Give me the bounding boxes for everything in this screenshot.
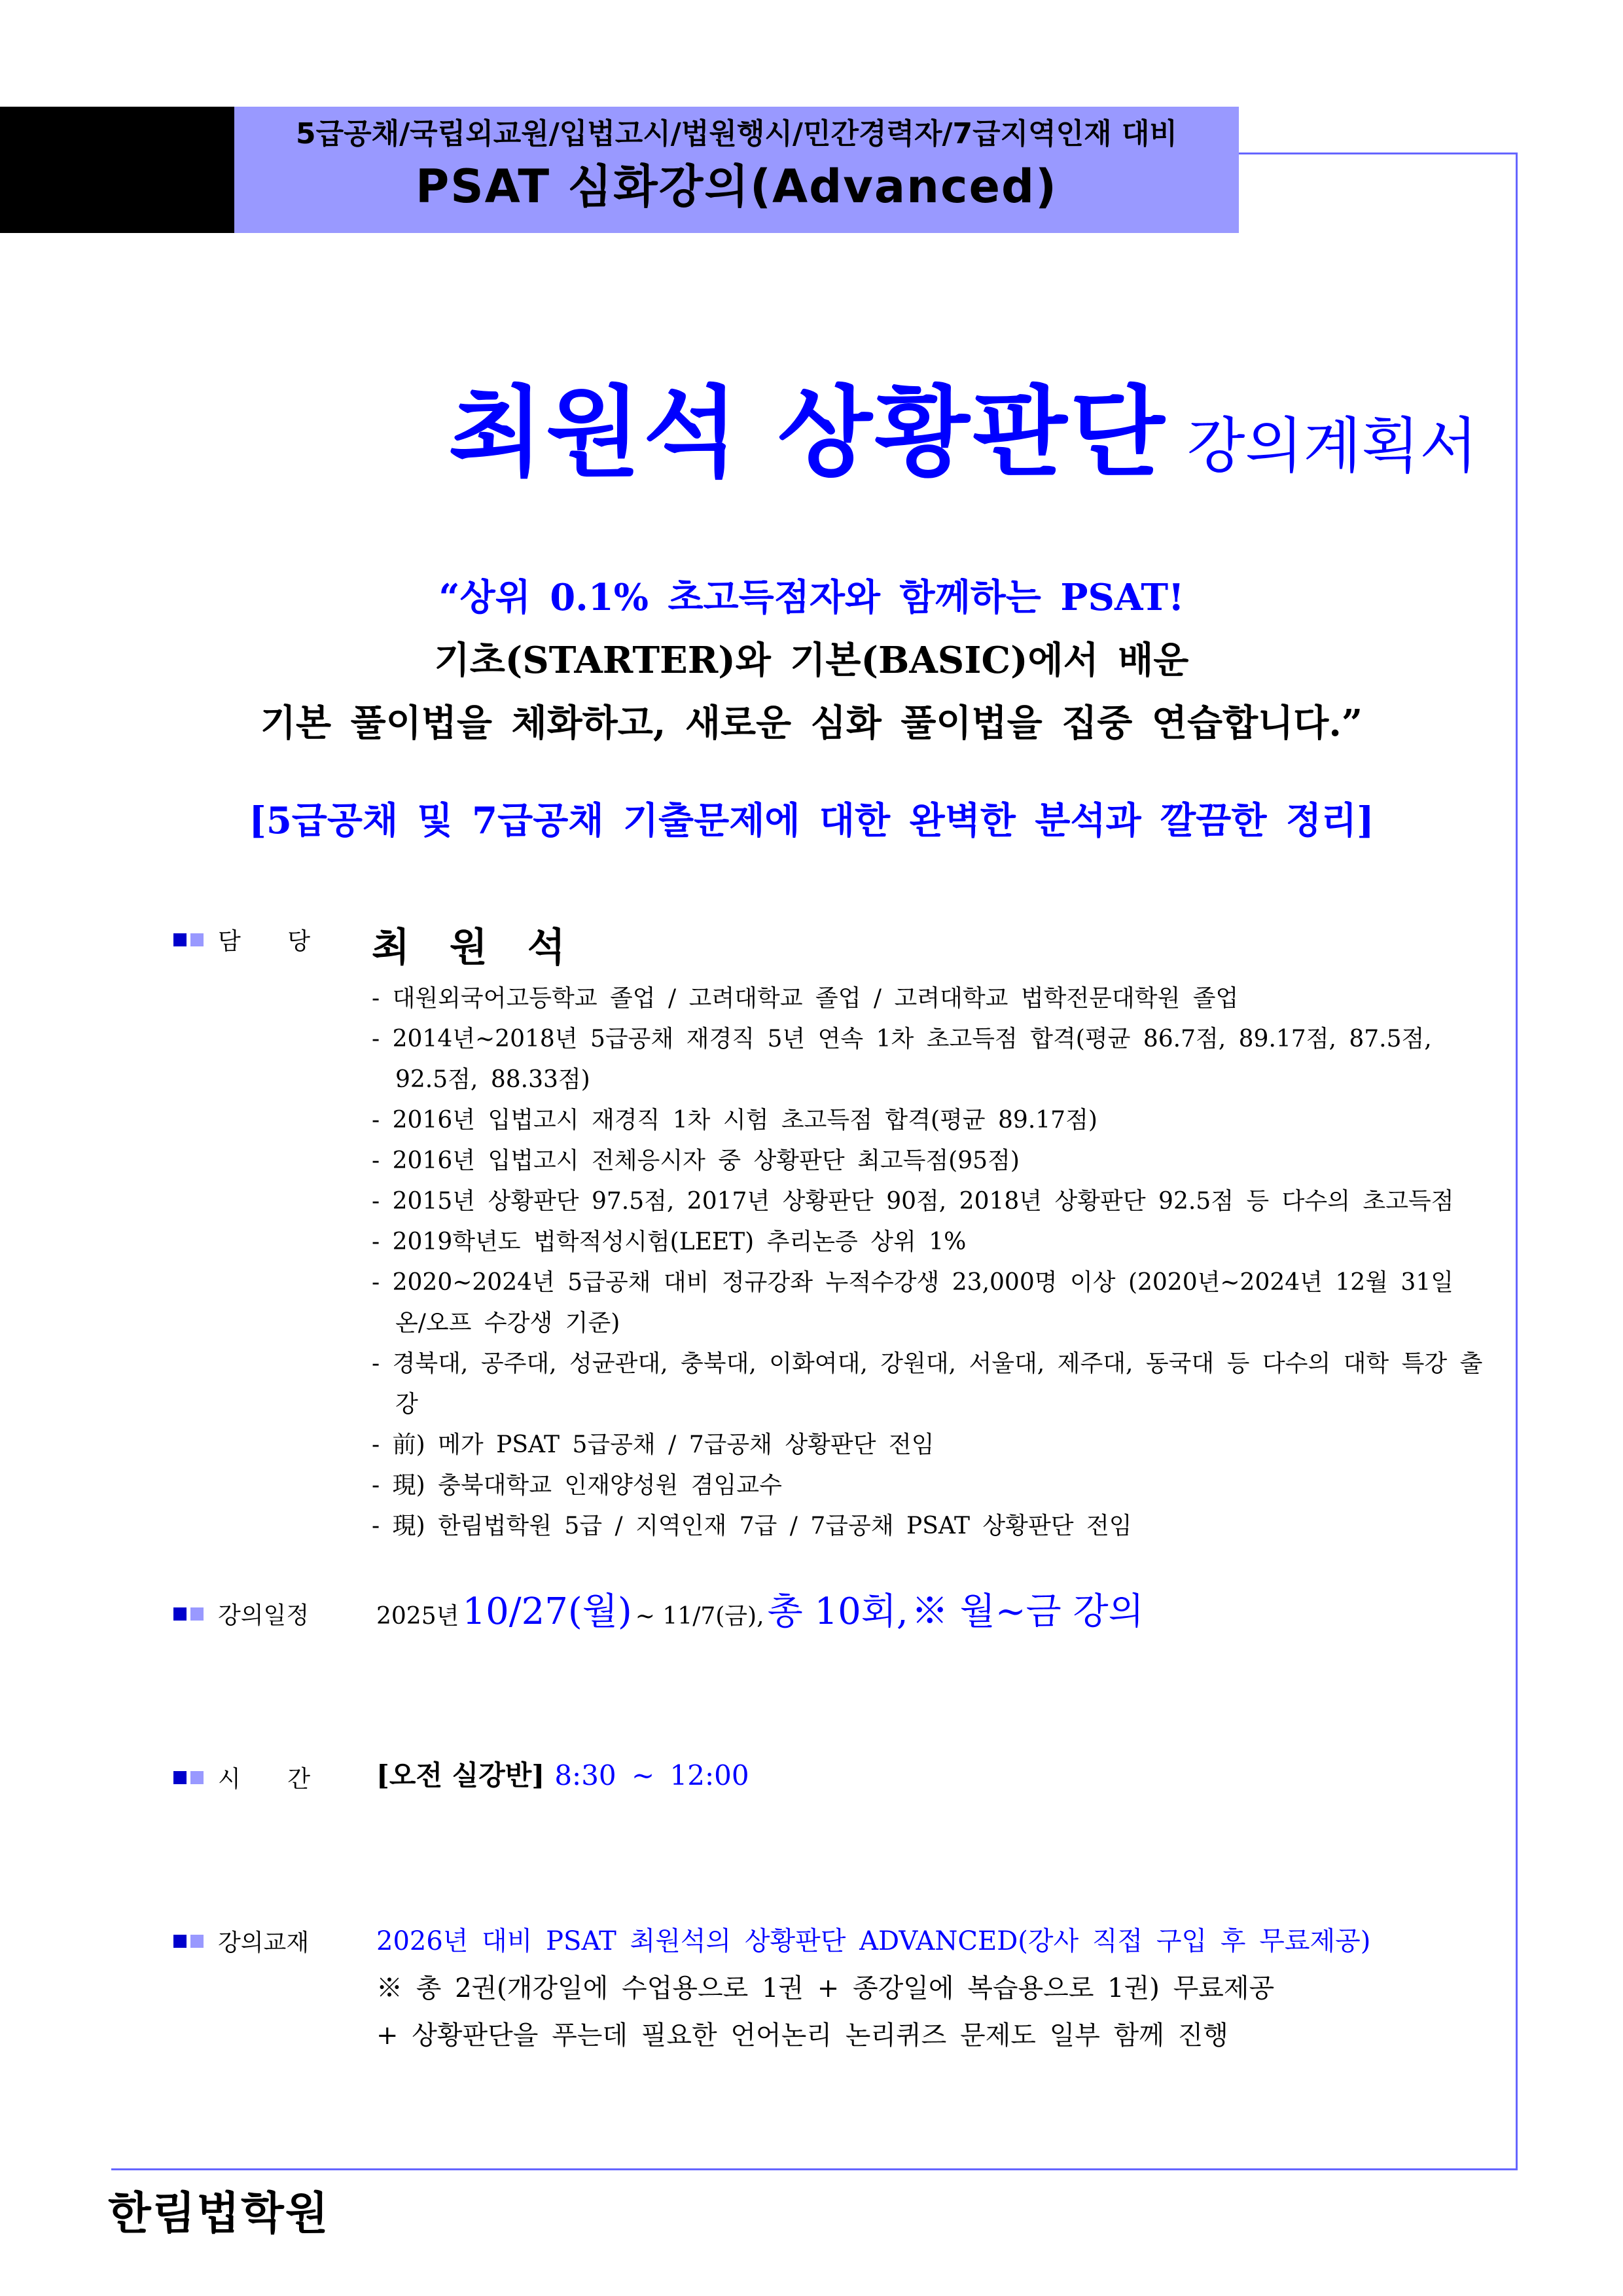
time-row: [376, 1754, 749, 1793]
bullet-icon: [173, 1771, 187, 1784]
title-main: 최원석 상황판단: [448, 376, 1168, 490]
bullet-icon: [190, 1935, 204, 1948]
credential-item: - 現) 충북대학교 인재양성원 겸임교수: [372, 1472, 782, 1499]
frame-bottom-border: [111, 2168, 1518, 2170]
credential-item: - 前) 메가 PSAT 5급공채 / 7급공채 상황판단 전임: [372, 1431, 935, 1458]
section-time: [173, 1761, 316, 1794]
schedule-row: [376, 1583, 1144, 1635]
schedule-note: ※ 월~금 강의: [911, 1590, 1144, 1633]
schedule-label: 강의일정: [218, 1602, 310, 1629]
frame-right-border: [1516, 152, 1518, 2170]
bullet-icon: [190, 1771, 204, 1784]
bullet-icon: [173, 933, 187, 946]
section-schedule: [173, 1597, 316, 1630]
schedule-end: ~ 11/7(금),: [635, 1603, 764, 1630]
textbook-note-1: ※ 총 2권(개강일에 수업용으로 1권 + 종강일에 복습용으로 1권) 무료제공: [376, 1973, 1275, 2003]
header-subtitle: 5급공채/국립외교원/입법고시/법원행시/민간경력자/7급지역인재 대비: [295, 117, 1177, 151]
credential-item: - 2016년 입법고시 재경직 1차 시험 초고득점 합격(평균 89.17점): [372, 1107, 1097, 1134]
emphasis-line: [5급공채 및 7급공채 기출문제에 대한 완벽한 분석과 깔끔한 정리]: [249, 799, 1374, 842]
quote-line-3: 기본 풀이법을 체화하고, 새로운 심화 풀이법을 집중 연습합니다.”: [260, 702, 1363, 745]
credentials-list: [372, 978, 1484, 1547]
title-sub: 강의계획서: [1186, 411, 1478, 481]
section-instructor: [173, 923, 316, 956]
quote-line-2: 기초(STARTER)와 기본(BASIC)에서 배운: [434, 639, 1189, 682]
schedule-year: 2025년: [376, 1603, 459, 1630]
intro-quote: [0, 566, 1623, 755]
page-title: [448, 353, 1478, 495]
bullet-icon: [190, 933, 204, 946]
bullet-icon: [190, 1607, 204, 1621]
credential-item: - 現) 한림법학원 5급 / 지역인재 7급 / 7급공채 PSAT 상황판단 전임: [372, 1513, 1132, 1539]
textbook-title: 2026년 대비 PSAT 최원석의 상황판단 ADVANCED(강사 직접 구입 후 무료제공): [376, 1926, 1371, 1956]
quote-line-1: “상위 0.1% 초고득점자와 함께하는 PSAT!: [438, 576, 1185, 619]
frame-top-border: [1239, 152, 1517, 154]
time-label: 시 간: [218, 1766, 310, 1793]
credential-item: - 2015년 상황판단 97.5점, 2017년 상황판단 90점, 2018년 상황판단 92.5점 등 다수의 초고득점: [372, 1188, 1454, 1215]
textbook-note-2: + 상황판단을 푸는데 필요한 언어논리 논리퀴즈 문제도 일부 함께 진행: [376, 2020, 1228, 2051]
credential-item: - 2019학년도 법학적성시험(LEET) 추리논증 상위 1%: [372, 1229, 967, 1255]
time-hours: 8:30 ~ 12:00: [554, 1759, 749, 1791]
bullet-icon: [173, 1607, 187, 1621]
course-header: [234, 107, 1239, 233]
instructor-label: 담 당: [218, 928, 310, 955]
credential-item: - 2020~2024년 5급공채 대비 정규강좌 누적수강생 23,000명 이상 (2020년~2024년 12월 31일 온/오프 수강생 기준): [372, 1269, 1454, 1336]
section-textbook: [173, 1924, 316, 1958]
academy-logo: 한림법학원: [108, 2188, 330, 2240]
textbook-label: 강의교재: [218, 1929, 310, 1956]
schedule-total: 총 10회,: [767, 1590, 908, 1633]
header-black-block: [0, 107, 234, 233]
credential-item: - 대원외국어고등학교 졸업 / 고려대학교 졸업 / 고려대학교 법학전문대학원 졸업: [372, 985, 1239, 1012]
textbook-block: [376, 1918, 1370, 2059]
credential-item: - 2014년~2018년 5급공채 재경직 5년 연속 1차 초고득점 합격(평균 86.7점, 89.17점, 87.5점, 92.5점, 88.33점): [372, 1026, 1432, 1093]
credential-item: - 2016년 입법고시 전체응시자 중 상황판단 최고득점(95점): [372, 1147, 1020, 1174]
credential-item: - 경북대, 공주대, 성균관대, 충북대, 이화여대, 강원대, 서울대, 제주대, 동국대 등 다수의 대학 특강 출강: [372, 1350, 1483, 1418]
instructor-name: 최 원 석: [372, 925, 565, 971]
schedule-start: 10/27(월): [462, 1590, 632, 1633]
header-course-title: PSAT 심화강의(Advanced): [415, 160, 1058, 213]
time-class: [오전 실강반]: [376, 1759, 545, 1791]
bullet-icon: [173, 1935, 187, 1948]
